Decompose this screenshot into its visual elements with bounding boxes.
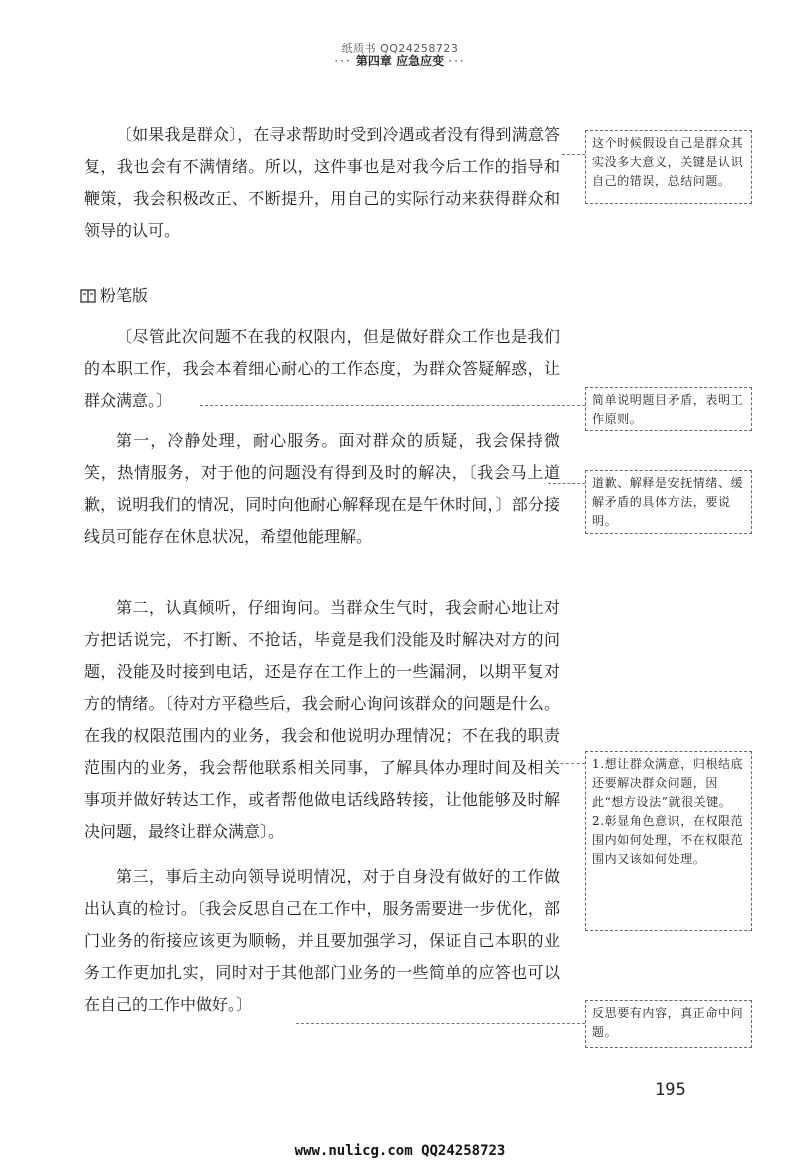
watermark-top: 纸质书 QQ24258723 [341, 42, 459, 55]
leader-line [548, 483, 585, 484]
running-head-dots-right: ··· [448, 54, 466, 68]
paragraph-text: 第二，认真倾听，仔细询问。当群众生气时，我会耐心地让对方把话说完，不打断、不抢话，毕竟是我们没能及时解决对方的问题，没能及时接到电话，还是存在工作上的一些漏洞，以期平复对方的情绪。〔待对方平稳些后，我会耐心询问该群众的问题是什么。在我的权限范围内的业务，我会和他说明办理情况；不在我的职责范围内的业务，我会帮他联系相关同事，了解具体办理时间及相关事项并做好转达工作，或者帮他做电话线路转接，让他能够及时解决问题，最终让群众满意〕。 [84, 598, 560, 841]
running-head [0, 52, 800, 69]
section-heading [80, 283, 148, 309]
leader-line [200, 405, 585, 406]
section-heading-text: 粉笔版 [100, 286, 149, 305]
paragraph-4 [84, 592, 560, 848]
paragraph-text: 第三，事后主动向领导说明情况，对于自身没有做好的工作做出认真的检讨。〔我会反思自己在工作中，服务需要进一步优化，部门业务的衔接应该更为顺畅，并且要加强学习，保证自己本职的业务工作更加扎实，同时对于其他部门业务的一些简单的应答也可以在自己的工作中做好。〕 [84, 867, 560, 1014]
chapter-label: 第四章 [355, 54, 392, 68]
margin-note-1: 这个时候假设自己是群众其实没多大意义，关键是认识自己的错误，总结问题。 [585, 130, 752, 204]
leader-line [296, 1023, 585, 1024]
margin-note-5: 反思要有内容，真正命中问题。 [585, 1000, 752, 1048]
paragraph-1 [84, 119, 560, 247]
margin-note-4: 1.想让群众满意，归根结底还要解决群众问题，因此“想方设法”就很关键。 2.彰显角色意识，在权限范围内如何处理，不在权限范围内又该如何处理。 [585, 751, 752, 931]
leader-line [555, 763, 585, 764]
running-head-dots-left: ··· [334, 54, 352, 68]
margin-note-3: 道歉、解释是安抚情绪、缓解矛盾的具体方法，要说明。 [585, 470, 752, 534]
footer-watermark: www.nulicg.com QQ24258723 [294, 1143, 506, 1159]
page-number: 195 [655, 1080, 686, 1100]
paragraph-text: 〔尽管此次问题不在我的权限内，但是做好群众工作也是我们的本职工作，我会本着细心耐心的工作态度，为群众答疑解惑，让群众满意。〕 [84, 327, 560, 410]
paragraph-text: 第一，冷静处理，耐心服务。面对群众的质疑，我会保持微笑，热情服务，对于他的问题没有得到及时的解决，〔我会马上道歉，说明我们的情况，同时向他耐心解释现在是午休时间，〕部分接线员可能存在休息状况，希望他能理解。 [84, 431, 560, 546]
paragraph-3 [84, 425, 560, 553]
chapter-title: 应急应变 [396, 54, 445, 68]
paragraph-5 [84, 861, 560, 1021]
leader-line [562, 154, 585, 155]
paragraph-2 [84, 321, 560, 417]
margin-note-2: 简单说明题目矛盾，表明工作原则。 [585, 387, 752, 431]
book-icon [80, 288, 96, 304]
paragraph-text: 〔如果我是群众〕，在寻求帮助时受到冷遇或者没有得到满意答复，我也会有不满情绪。所以，这件事也是对我今后工作的指导和鞭策，我会积极改正、不断提升，用自己的实际行动来获得群众和领导的认可。 [84, 125, 560, 240]
